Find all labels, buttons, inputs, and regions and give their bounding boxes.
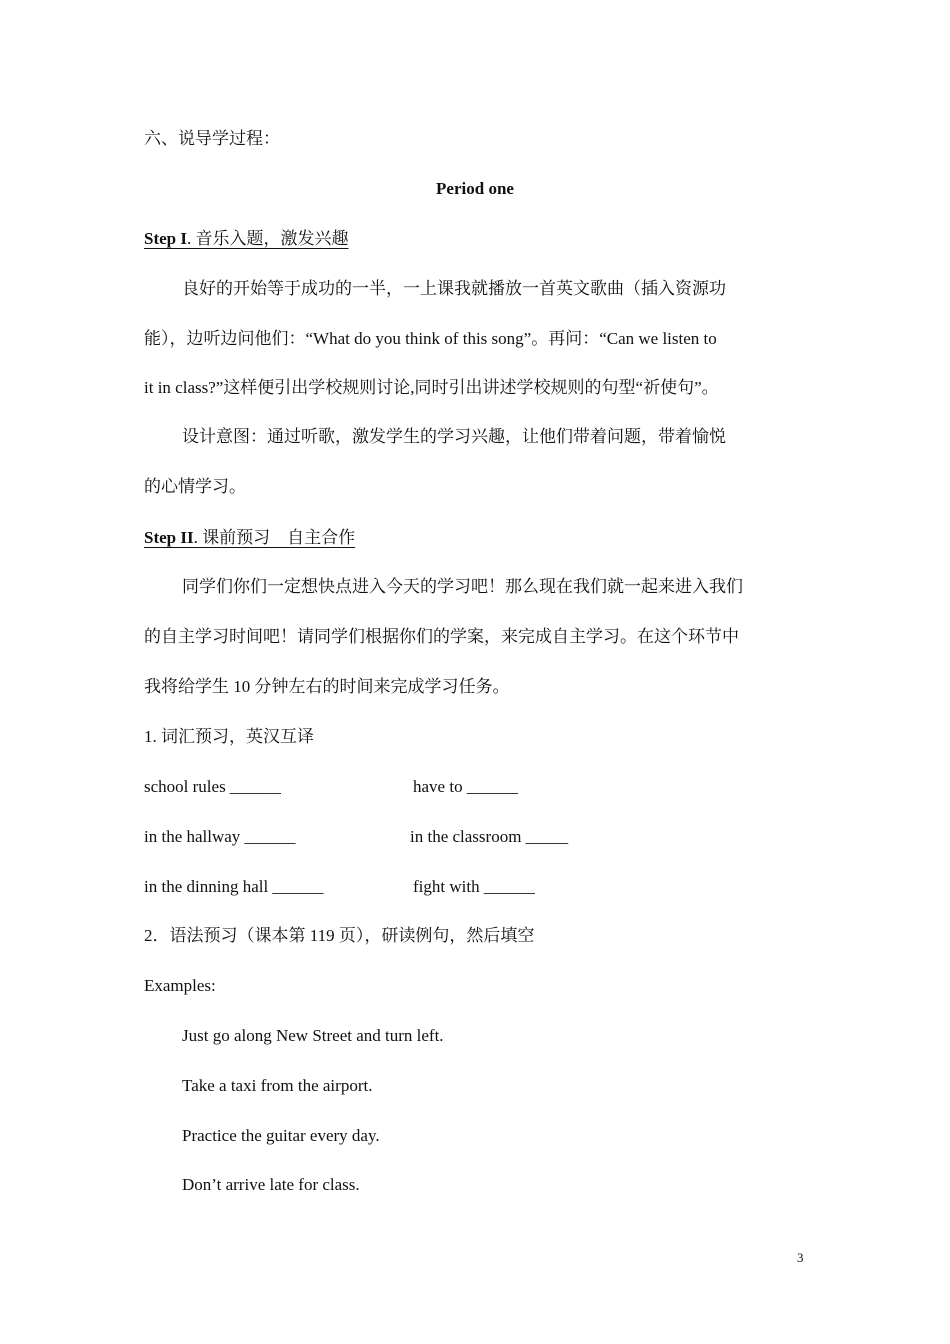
step2-para1-line3: 我将给学生 10 分钟左右的时间来完成学习任务。 — [144, 677, 510, 696]
step2-label: Step II — [144, 528, 194, 547]
section-heading: 六、说导学过程： — [144, 129, 280, 148]
example-sentence: Just go along New Street and turn left. — [182, 1026, 444, 1045]
step1-para1-line1: 良好的开始等于成功的一半，一上课我就播放一首英文歌曲（插入资源功 — [182, 279, 726, 298]
step2-title: . 课前预习 自主合作 — [193, 528, 356, 547]
step1-title: . 音乐入题，激发兴趣 — [186, 229, 349, 248]
step1-para2-line1: 设计意图：通过听歌，激发学生的学习兴趣，让他们带着问题，带着愉悦 — [182, 427, 726, 446]
page-number: 3 — [797, 1250, 804, 1265]
example-sentence: Don’t arrive late for class. — [182, 1175, 360, 1194]
example-sentence: Practice the guitar every day. — [182, 1126, 380, 1145]
vocab-item: in the hallway ______ — [144, 827, 296, 846]
step1-label: Step I — [144, 229, 187, 248]
grammar-heading: 2．语法预习（课本第 119 页），研读例句，然后填空 — [144, 926, 535, 945]
step1-para1-line3: it in class?”这样便引出学校规则讨论,同时引出讲述学校规则的句型“祈使句”。 — [144, 378, 719, 397]
vocab-heading: 1. 词汇预习，英汉互译 — [144, 727, 314, 746]
vocab-item: in the classroom _____ — [410, 827, 569, 846]
vocab-item: in the dinning hall ______ — [144, 877, 324, 896]
examples-label: Examples: — [144, 976, 216, 995]
vocab-item: have to ______ — [413, 777, 518, 796]
step2-para1-line2: 的自主学习时间吧！请同学们根据你们的学案，来完成自主学习。在这个环节中 — [144, 627, 739, 646]
period-title: Period one — [436, 179, 514, 198]
example-sentence: Take a taxi from the airport. — [182, 1076, 373, 1095]
step2-heading — [144, 527, 355, 549]
step1-heading — [144, 228, 348, 250]
vocab-item: fight with ______ — [413, 877, 535, 896]
step2-para1-line1: 同学们你们一定想快点进入今天的学习吧！那么现在我们就一起来进入我们 — [182, 577, 743, 596]
step1-para2-line2: 的心情学习。 — [144, 477, 246, 496]
step1-para1-line2: 能），边听边问他们：“What do you think of this song”。再问：“Can we listen to — [144, 329, 717, 348]
vocab-item: school rules ______ — [144, 777, 281, 796]
